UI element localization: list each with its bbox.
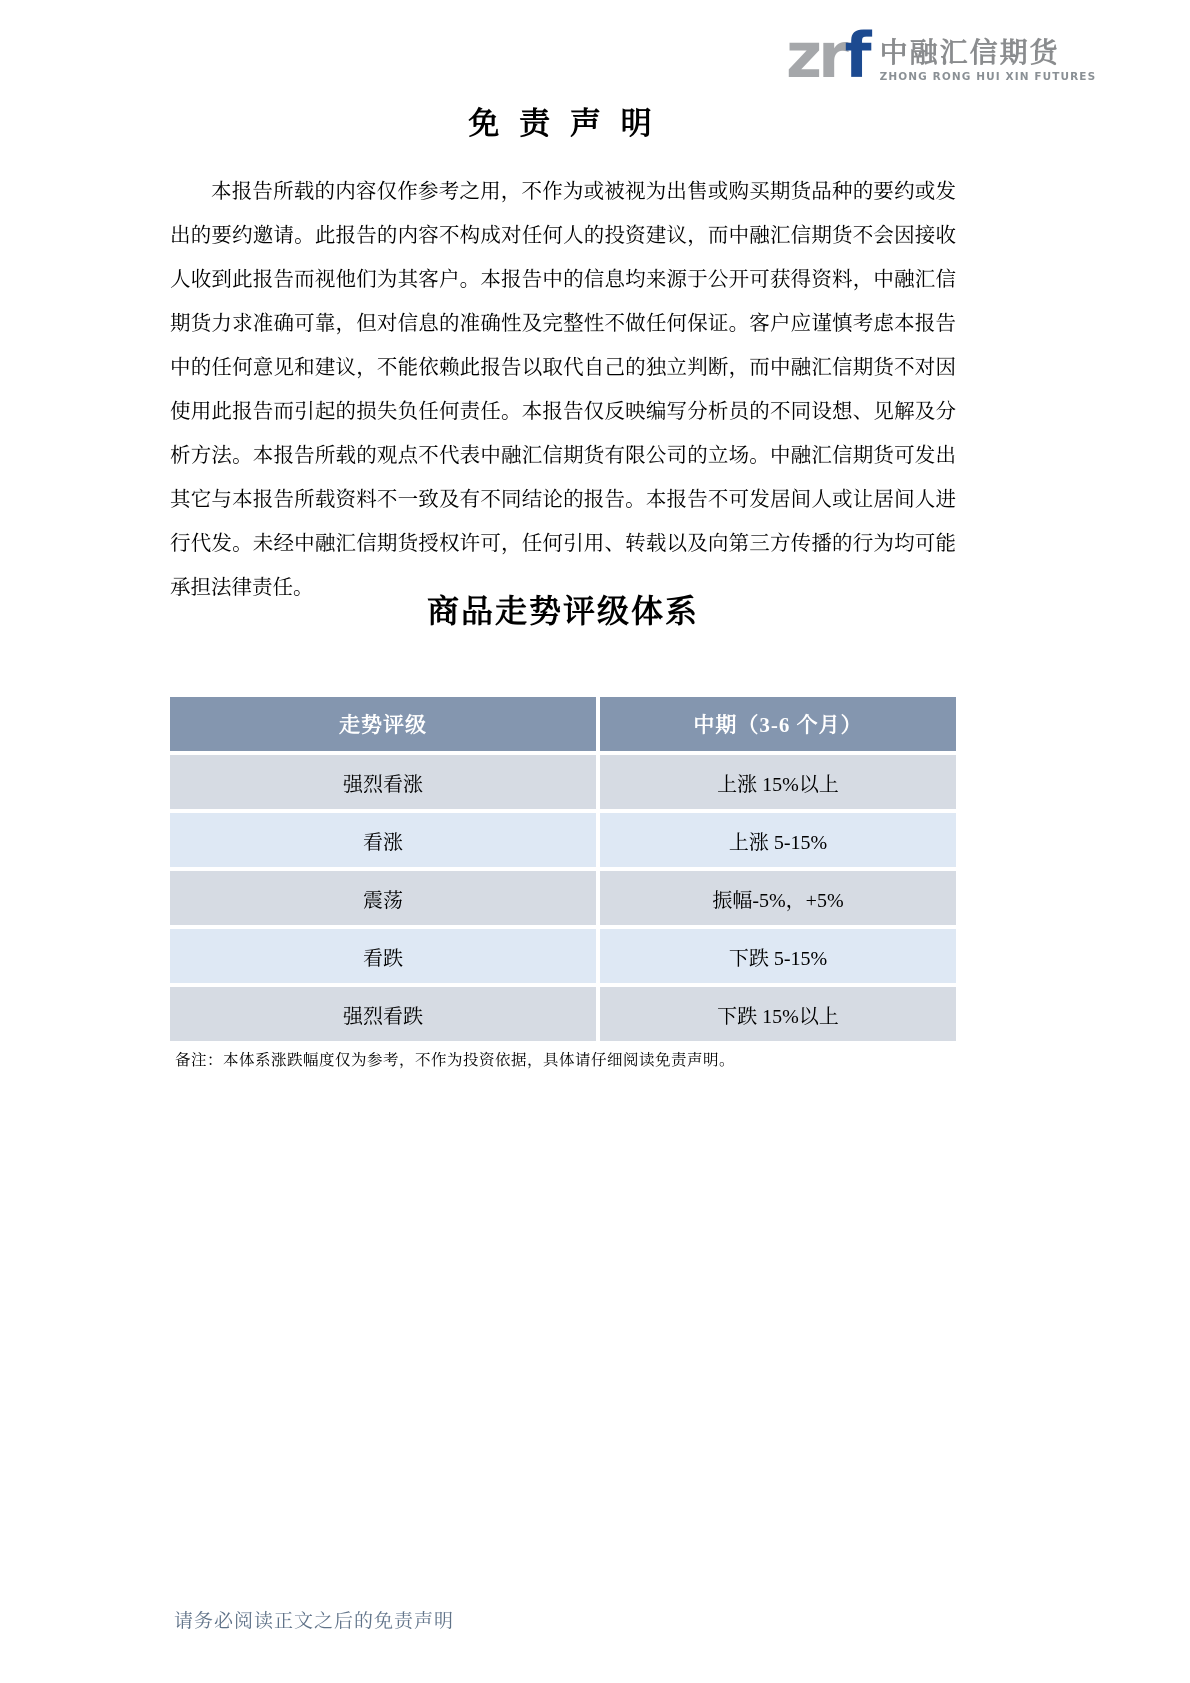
rating-table-header-midterm: 中期（3-6 个月）	[600, 697, 956, 751]
rating-table-header-rating: 走势评级	[170, 697, 596, 751]
table-cell-rating: 强烈看涨	[170, 755, 596, 809]
table-cell-range: 上涨 5-15%	[600, 813, 956, 867]
table-cell-rating: 震荡	[170, 871, 596, 925]
table-cell-range: 下跌 5-15%	[600, 929, 956, 983]
disclaimer-title: 免 责 声 明	[468, 106, 658, 141]
disclaimer-body-paragraph: 本报告所载的内容仅作参考之用，不作为或被视为出售或购买期货品种的要约或发出的要约邀请。此报告的内容不构成对任何人的投资建议，而中融汇信期货不会因接收人收到此报告而视他们为其客户。本报告中的信息均来源于公开可获得资料，中融汇信期货力求准确可靠，但对信息的准确性及完整性不做任何保证。客户应谨慎考虑本报告中的任何意见和建议，不能依赖此报告以取代自己的独立判断，而中融汇信期货不对因使用此报告而引起的损失负任何责任。本报告仅反映编写分析员的不同设想、见解及分析方法。本报告所载的观点不代表中融汇信期货有限公司的立场。中融汇信期货可发出其它与本报告所载资料不一致及有不同结论的报告。本报告不可发居间人或让居间人进行代发。未经中融汇信期货授权许可，任何引用、转载以及向第三方传播的行为均可能承担法律责任。	[170, 181, 956, 599]
table-cell-rating: 强烈看跌	[170, 987, 596, 1041]
table-cell-range: 下跌 15%以上	[600, 987, 956, 1041]
logo-letter-f: f	[844, 19, 868, 92]
table-cell-rating: 看跌	[170, 929, 596, 983]
table-cell-rating: 看涨	[170, 813, 596, 867]
zrf-logo-icon	[786, 19, 868, 92]
page-footer-disclaimer-reminder: 请务必阅读正文之后的免责声明	[174, 1611, 455, 1632]
company-name-en: ZHONG RONG HUI XIN FUTURES	[879, 71, 1097, 83]
table-cell-range: 上涨 15%以上	[600, 755, 956, 809]
rating-table	[170, 697, 956, 1041]
table-cell-range: 振幅-5%，+5%	[600, 871, 956, 925]
company-name-cn: 中融汇信期货	[879, 36, 1060, 69]
company-name-block	[880, 24, 1097, 83]
logo-letters-zr: zr	[786, 19, 845, 92]
rating-table-note: 备注：本体系涨跌幅度仅为参考，不作为投资依据，具体请仔细阅读免责声明。	[175, 1052, 736, 1069]
rating-system-title: 商品走势评级体系	[426, 593, 699, 629]
company-logo	[786, 19, 1097, 92]
